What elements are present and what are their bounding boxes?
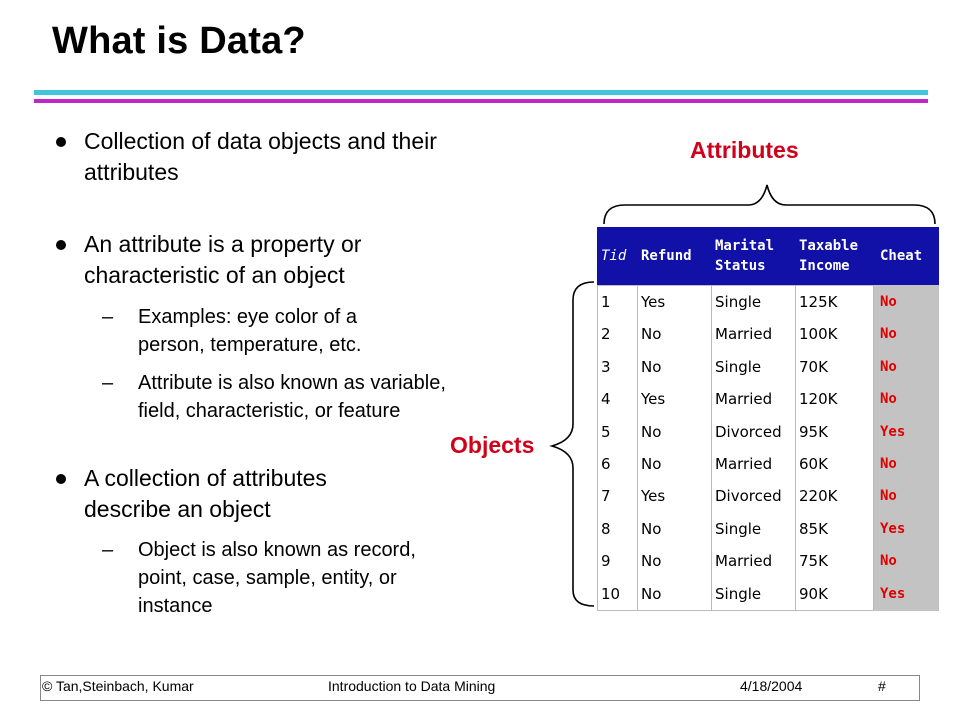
cell-marital-status: Single	[715, 293, 762, 311]
cell-marital-status: Single	[715, 584, 762, 603]
attributes-label: Attributes	[690, 137, 799, 163]
header-tid: Tid	[601, 248, 627, 264]
attributes-brace-icon	[604, 185, 935, 224]
cell-tid: 6	[601, 455, 611, 473]
header-refund: Refund	[641, 248, 692, 264]
table-row	[597, 318, 939, 351]
cell-cheat: Yes	[880, 585, 906, 602]
cell-cheat: No	[880, 294, 897, 310]
footer-copyright: © Tan,Steinbach, Kumar	[42, 678, 194, 694]
cell-marital-status: Married	[715, 325, 773, 344]
bullet-3-text: A collection of attributes describe an object	[84, 465, 327, 522]
cell-cheat: No	[880, 326, 897, 343]
footer-page-number: #	[878, 678, 886, 694]
cell-marital-status: Single	[715, 357, 762, 376]
cell-tid: 9	[601, 552, 611, 571]
cell-tid: 7	[601, 487, 611, 506]
sub-bullet-2-1-text: Examples: eye color of a person, temperature, etc.	[138, 306, 362, 356]
header-taxable-income: Taxable Income	[799, 238, 859, 274]
table-row	[597, 286, 939, 319]
table-row	[597, 448, 939, 481]
table-row	[597, 383, 939, 416]
sub-bullet-2-2-text: Attribute is also known as variable, field, characteristic, or feature	[138, 372, 446, 422]
cell-marital-status: Single	[715, 519, 762, 538]
cell-tid: 5	[601, 422, 611, 441]
table-row	[597, 416, 939, 449]
table-row	[597, 351, 939, 384]
table-row	[597, 480, 939, 513]
objects-label: Objects	[450, 432, 535, 458]
cell-tid: 1	[601, 293, 611, 311]
cell-marital-status: Married	[715, 552, 773, 571]
cell-refund: No	[641, 552, 662, 571]
cell-taxable-income: 220K	[799, 487, 838, 506]
cell-taxable-income: 95K	[799, 422, 828, 441]
cell-taxable-income: 120K	[799, 390, 838, 409]
dash-marker: –	[102, 372, 114, 394]
slide-title: What is Data?	[52, 20, 306, 62]
cell-taxable-income: 100K	[799, 325, 838, 344]
cell-refund: Yes	[641, 487, 666, 506]
cell-taxable-income: 70K	[799, 357, 828, 376]
table-row	[597, 545, 939, 578]
footer-date: 4/18/2004	[740, 678, 803, 694]
cell-cheat: Yes	[880, 423, 906, 440]
cell-refund: Yes	[641, 293, 666, 311]
sub-bullet-3-1-text: Object is also known as record, point, case, sample, entity, or instance	[138, 539, 416, 617]
cell-refund: No	[641, 455, 662, 473]
cell-taxable-income: 90K	[799, 584, 828, 603]
cell-cheat: No	[880, 488, 897, 505]
cell-marital-status: Divorced	[715, 422, 782, 441]
cell-marital-status: Divorced	[715, 487, 782, 506]
bullet-2-text: An attribute is a property or characteristic of an object	[84, 231, 362, 288]
cell-tid: 3	[601, 357, 611, 376]
header-marital-status: Marital Status	[715, 238, 775, 274]
cell-refund: Yes	[641, 390, 666, 409]
objects-brace-icon	[552, 282, 594, 606]
cell-tid: 10	[601, 584, 621, 603]
cell-cheat: Yes	[880, 520, 906, 537]
dash-marker: –	[102, 306, 114, 328]
bullet-1-text: Collection of data objects and their attributes	[84, 128, 437, 185]
cell-cheat: No	[880, 358, 897, 375]
cell-refund: No	[641, 584, 662, 603]
table-row	[597, 513, 939, 546]
cell-marital-status: Married	[715, 390, 773, 409]
table-row	[597, 578, 939, 611]
cell-taxable-income: 85K	[799, 519, 828, 538]
cell-refund: No	[641, 357, 662, 376]
cell-taxable-income: 125K	[799, 293, 838, 311]
cell-refund: No	[641, 325, 662, 344]
footer-course: Introduction to Data Mining	[328, 678, 496, 694]
cell-taxable-income: 75K	[799, 552, 828, 571]
cell-refund: No	[641, 519, 662, 538]
header-cheat: Cheat	[880, 248, 923, 264]
cell-cheat: No	[880, 553, 897, 570]
cell-tid: 8	[601, 519, 611, 538]
cell-tid: 4	[601, 390, 611, 409]
cell-tid: 2	[601, 325, 611, 344]
dash-marker: –	[102, 539, 114, 561]
cell-marital-status: Married	[715, 455, 773, 473]
cell-refund: No	[641, 422, 662, 441]
cell-taxable-income: 60K	[799, 455, 828, 473]
cell-cheat: No	[880, 391, 897, 408]
table-header	[597, 227, 939, 285]
cell-cheat: No	[880, 456, 897, 472]
